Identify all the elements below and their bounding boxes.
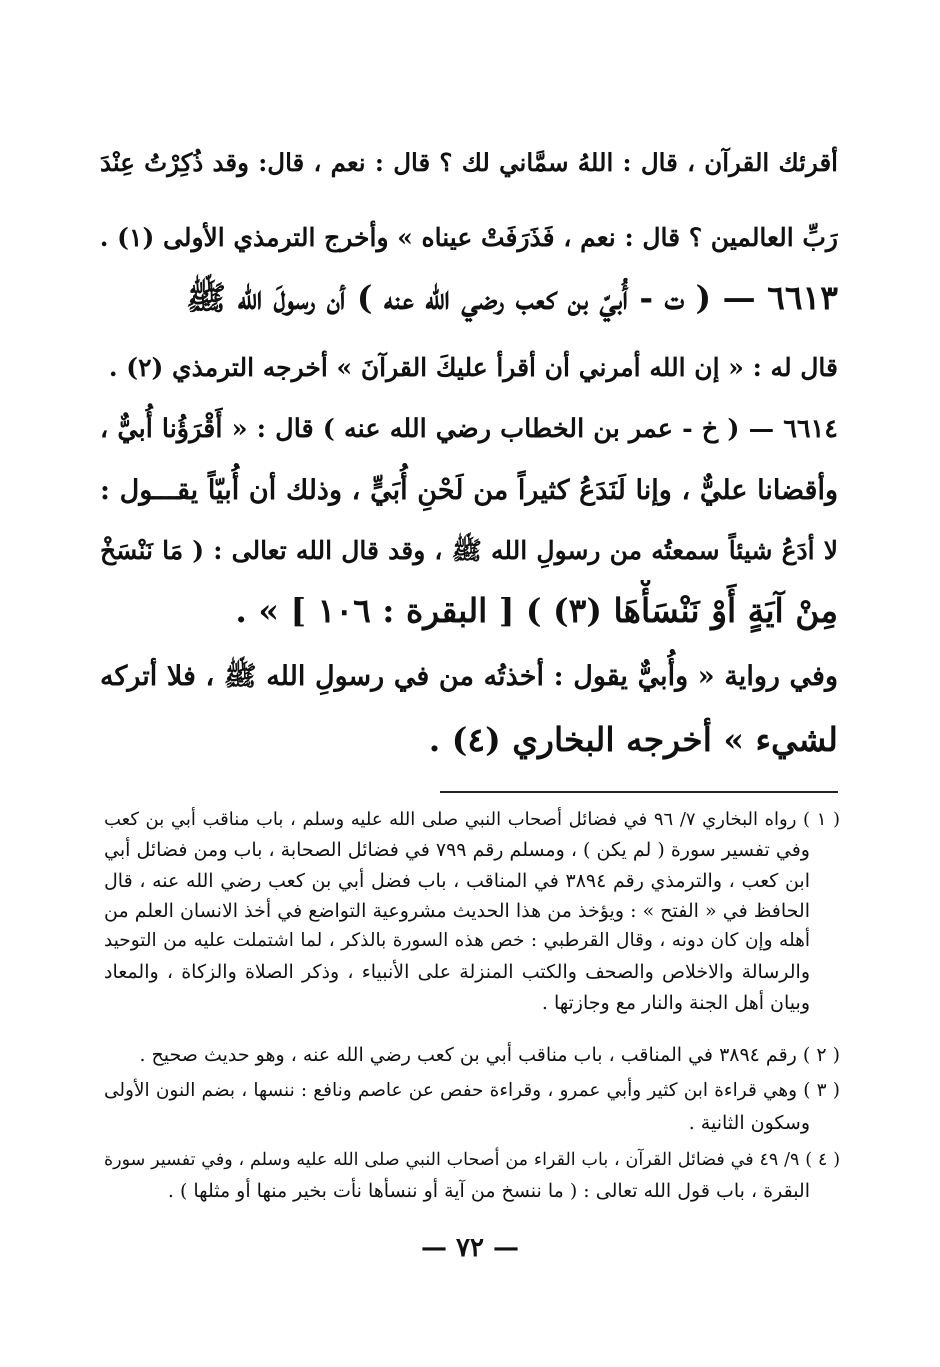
footnote-4-line-1: ( ٤ ) ٩/ ٤٩ في فضائل القرآن ، باب القراء من أصحاب النبي صلى الله عليه وسلم ، وفي تفسير سورة <box>104 1150 840 1170</box>
main-text-line-2: رَبِّ العالمين ؟ قال : نعم ، فَذَرَفَتْ عيناه » وأخرج الترمذي الأولى (١) . <box>100 223 838 252</box>
hadith-6613-line-2: قال له : « إن الله أمرني أن أقرأ عليكَ القرآنَ » أخرجه الترمذي (٢) . <box>108 353 838 382</box>
footnote-separator <box>440 791 838 793</box>
hadith-6614-line-3: لا أدَعُ شيئاً سمعتُه من رسولِ الله ﷺ ، وقد قال الله تعالى : ( مَا نَنْسَخْ <box>100 536 838 565</box>
footnote-1-line-1: ( ١ ) رواه البخاري ٧/ ٩٦ في فضائل أصحاب النبي صلى الله عليه وسلم ، باب مناقب أبي بن كعب <box>104 809 840 830</box>
footnote-4-line-2: البقرة ، باب قول الله تعالى : ( ما ننسخ من آية أو ننسأها نأت بخير منها أو مثلها ) . <box>167 1180 810 1202</box>
footnote-1-line-2: وفي تفسير سورة ( لم يكن ) ، ومسلم رقم ٧٩٩ في فضائل الصحابة ، باب ومن فضائل أبي <box>104 839 810 861</box>
footnote-1-line-3: ابن كعب ، والترمذي رقم ٣٨٩٤ في المناقب ، باب فضل أبي بن كعب رضي الله عنه ، قال <box>104 870 810 892</box>
footnote-3-line-1: ( ٣ ) وهي قراءة ابن كثير وأبي عمرو ، وقراءة حفص عن عاصم ونافع : ننسها ، بضم النون الأولى <box>104 1080 840 1101</box>
footnote-1-line-4: الحافظ في « الفتح » : ويؤخذ من هذا الحديث مشروعية التواضع في أخذ الانسان العلم من <box>104 900 810 922</box>
hadith-6613-line-1: ٦٦١٣ — ( ت - أُبيّ بن كعب رضي الله عنه ) أن رسولَ الله ﷺ <box>186 278 838 317</box>
footnote-3-line-2: وسكون الثانية . <box>688 1112 810 1134</box>
riwaya-line-2: لشيء » أخرجه البخاري (٤) . <box>428 720 838 759</box>
footnote-1-line-6: والرسالة والاخلاص والصحف والكتب المنزلة على الأنبياء ، وذكر الصلاة والزكاة ، والمعاد <box>104 961 810 983</box>
footnote-2: ( ٢ ) رقم ٣٨٩٤ في المناقب ، باب مناقب أبي بن كعب رضي الله عنه ، وهو حديث صحيح . <box>139 1044 840 1066</box>
footnote-1-line-7: وبيان أهل الجنة والنار مع وجازتها . <box>541 992 810 1014</box>
hadith-6614-line-2: وأقضانا عليٌّ ، وإنا لَنَدَعُ كثيراً من لَحْنِ أُبَيٍّ ، وذلك أن أُبيّاً يقـــول : <box>100 475 838 506</box>
riwaya-line-1: وفي رواية « وأُبيٌّ يقول : أخذتُه من في رسولِ الله ﷺ ، فلا أتركه <box>100 661 838 692</box>
footnote-1-line-5: أهله وإن كان دونه ، وقال القرطبي : خص هذه السورة بالذكر ، لما اشتملت عليه من التوحيد <box>104 930 810 951</box>
main-text-line-1: أقرئك القرآن ، قال : اللهُ سمَّاني لك ؟ قال : نعم ، قال: وقد ذُكِرْتُ عِنْدَ <box>100 148 838 177</box>
hadith-6614-line-4: مِنْ آيَةٍ أَوْ نَنْسَأْهَا (٣) ) [ البقرة : ١٠٦ ] » . <box>235 591 838 630</box>
page-number: — ٧٢ — <box>420 1233 520 1263</box>
hadith-6614-line-1: ٦٦١٤ — ( خ - عمر بن الخطاب رضي الله عنه ) قال : « أَقْرَؤُنا أُبيٌّ ، <box>100 414 838 444</box>
